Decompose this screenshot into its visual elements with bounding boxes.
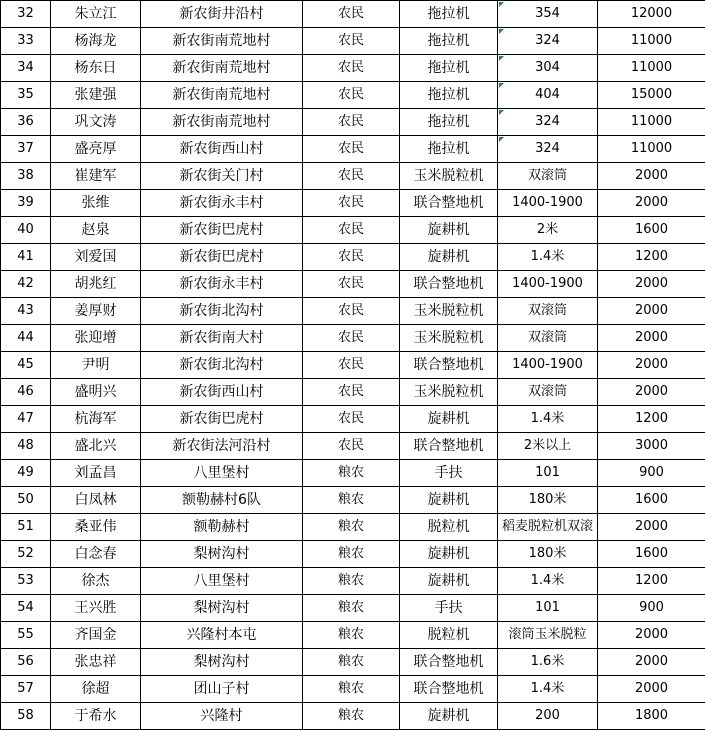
- table-row: [1, 55, 705, 82]
- cell-occupation: 农民: [303, 28, 400, 55]
- cell-number: 38: [1, 163, 51, 190]
- cell-name: 桑亚伟: [51, 514, 141, 541]
- cell-village: 新农街南大村: [141, 325, 303, 352]
- cell-amount: 1200: [598, 244, 705, 271]
- cell-amount: 2000: [598, 514, 705, 541]
- cell-number: 52: [1, 541, 51, 568]
- cell-amount: 1600: [598, 217, 705, 244]
- cell-machine: 玉米脱粒机: [400, 298, 498, 325]
- cell-amount: 1600: [598, 487, 705, 514]
- cell-number: 51: [1, 514, 51, 541]
- cell-name: 张建强: [51, 82, 141, 109]
- cell-village: 梨树沟村: [141, 595, 303, 622]
- cell-number: 56: [1, 649, 51, 676]
- cell-machine: 拖拉机: [400, 1, 498, 28]
- cell-occupation: 粮农: [303, 703, 400, 730]
- cell-amount: 2000: [598, 649, 705, 676]
- table-row: [1, 82, 705, 109]
- cell-name: 于希水: [51, 703, 141, 730]
- cell-village: 新农街西山村: [141, 136, 303, 163]
- cell-model: 180米: [498, 487, 598, 514]
- table-row: [1, 190, 705, 217]
- cell-village: 新农街南荒地村: [141, 55, 303, 82]
- table-row: [1, 649, 705, 676]
- table-row: [1, 352, 705, 379]
- table-row: [1, 406, 705, 433]
- cell-machine: 联合整地机: [400, 649, 498, 676]
- table-row: [1, 325, 705, 352]
- cell-occupation: 粮农: [303, 676, 400, 703]
- cell-machine: 手扶: [400, 460, 498, 487]
- cell-village: 新农街南荒地村: [141, 82, 303, 109]
- cell-amount: 11000: [598, 136, 705, 163]
- cell-model: 稻麦脱粒机双滚: [498, 514, 598, 541]
- cell-amount: 11000: [598, 28, 705, 55]
- cell-number: 42: [1, 271, 51, 298]
- cell-machine: 拖拉机: [400, 82, 498, 109]
- cell-model: 2米以上: [498, 433, 598, 460]
- cell-model: 304: [498, 55, 598, 82]
- cell-amount: 2000: [598, 325, 705, 352]
- cell-machine: 拖拉机: [400, 28, 498, 55]
- cell-amount: 900: [598, 460, 705, 487]
- cell-machine: 联合整地机: [400, 271, 498, 298]
- cell-number: 36: [1, 109, 51, 136]
- cell-amount: 1200: [598, 406, 705, 433]
- cell-amount: 2000: [598, 190, 705, 217]
- cell-model: 324: [498, 109, 598, 136]
- cell-village: 额勒赫村: [141, 514, 303, 541]
- cell-amount: 11000: [598, 55, 705, 82]
- cell-occupation: 粮农: [303, 541, 400, 568]
- cell-name: 白念春: [51, 541, 141, 568]
- cell-model: 200: [498, 703, 598, 730]
- cell-model: 324: [498, 28, 598, 55]
- cell-name: 徐超: [51, 676, 141, 703]
- cell-name: 王兴胜: [51, 595, 141, 622]
- cell-name: 白凤林: [51, 487, 141, 514]
- table-row: [1, 28, 705, 55]
- table-row: [1, 622, 705, 649]
- cell-machine: 联合整地机: [400, 190, 498, 217]
- cell-model: 1.4米: [498, 676, 598, 703]
- cell-model: 1.6米: [498, 649, 598, 676]
- cell-machine: 旋耕机: [400, 244, 498, 271]
- cell-village: 新农街北沟村: [141, 298, 303, 325]
- cell-occupation: 农民: [303, 190, 400, 217]
- cell-village: 兴隆村本屯: [141, 622, 303, 649]
- table-row: [1, 271, 705, 298]
- table-row: [1, 676, 705, 703]
- table-row: [1, 433, 705, 460]
- cell-number: 49: [1, 460, 51, 487]
- cell-name: 姜厚财: [51, 298, 141, 325]
- cell-name: 张维: [51, 190, 141, 217]
- cell-number: 55: [1, 622, 51, 649]
- table-row: [1, 460, 705, 487]
- cell-amount: 2000: [598, 163, 705, 190]
- cell-model: 1400-1900: [498, 190, 598, 217]
- cell-model: 2米: [498, 217, 598, 244]
- cell-occupation: 农民: [303, 244, 400, 271]
- cell-machine: 玉米脱粒机: [400, 325, 498, 352]
- cell-machine: 拖拉机: [400, 55, 498, 82]
- cell-number: 35: [1, 82, 51, 109]
- cell-machine: 玉米脱粒机: [400, 379, 498, 406]
- cell-machine: 联合整地机: [400, 433, 498, 460]
- cell-model: 404: [498, 82, 598, 109]
- cell-amount: 2000: [598, 622, 705, 649]
- cell-model: 101: [498, 460, 598, 487]
- cell-name: 张忠祥: [51, 649, 141, 676]
- cell-amount: 12000: [598, 1, 705, 28]
- table-row: [1, 568, 705, 595]
- cell-model: 101: [498, 595, 598, 622]
- cell-number: 43: [1, 298, 51, 325]
- cell-amount: 11000: [598, 109, 705, 136]
- cell-amount: 2000: [598, 352, 705, 379]
- table-row: [1, 217, 705, 244]
- table-row: [1, 703, 705, 730]
- cell-model: 1.4米: [498, 406, 598, 433]
- cell-village: 新农街巴虎村: [141, 406, 303, 433]
- cell-machine: 拖拉机: [400, 109, 498, 136]
- cell-occupation: 农民: [303, 433, 400, 460]
- table-row: [1, 379, 705, 406]
- cell-name: 盛亮厚: [51, 136, 141, 163]
- cell-number: 33: [1, 28, 51, 55]
- cell-village: 八里堡村: [141, 460, 303, 487]
- cell-number: 32: [1, 1, 51, 28]
- cell-village: 新农街巴虎村: [141, 217, 303, 244]
- cell-machine: 玉米脱粒机: [400, 163, 498, 190]
- cell-model: 1400-1900: [498, 352, 598, 379]
- cell-village: 新农街永丰村: [141, 190, 303, 217]
- table-row: [1, 1, 705, 28]
- cell-village: 新农街巴虎村: [141, 244, 303, 271]
- cell-occupation: 农民: [303, 217, 400, 244]
- cell-model: 滚筒玉米脱粒: [498, 622, 598, 649]
- cell-name: 赵泉: [51, 217, 141, 244]
- table-row: [1, 136, 705, 163]
- cell-occupation: 农民: [303, 82, 400, 109]
- cell-machine: 拖拉机: [400, 136, 498, 163]
- table-body: [1, 1, 705, 730]
- cell-village: 兴隆村: [141, 703, 303, 730]
- cell-model: 双滚筒: [498, 325, 598, 352]
- cell-machine: 旋耕机: [400, 406, 498, 433]
- cell-model: 双滚筒: [498, 298, 598, 325]
- cell-village: 新农街关门村: [141, 163, 303, 190]
- table-row: [1, 595, 705, 622]
- cell-amount: 2000: [598, 298, 705, 325]
- cell-number: 50: [1, 487, 51, 514]
- cell-occupation: 农民: [303, 325, 400, 352]
- table-row: [1, 163, 705, 190]
- cell-model: 1.4米: [498, 244, 598, 271]
- cell-machine: 旋耕机: [400, 568, 498, 595]
- cell-village: 新农街井沿村: [141, 1, 303, 28]
- cell-number: 45: [1, 352, 51, 379]
- cell-amount: 1800: [598, 703, 705, 730]
- cell-name: 徐杰: [51, 568, 141, 595]
- cell-model: 324: [498, 136, 598, 163]
- cell-name: 杭海军: [51, 406, 141, 433]
- cell-model: 354: [498, 1, 598, 28]
- cell-occupation: 粮农: [303, 568, 400, 595]
- cell-amount: 2000: [598, 379, 705, 406]
- cell-village: 新农街南荒地村: [141, 28, 303, 55]
- cell-name: 张迎增: [51, 325, 141, 352]
- cell-amount: 2000: [598, 271, 705, 298]
- cell-occupation: 粮农: [303, 460, 400, 487]
- cell-machine: 旋耕机: [400, 541, 498, 568]
- table-row: [1, 487, 705, 514]
- table-row: [1, 541, 705, 568]
- cell-machine: 脱粒机: [400, 514, 498, 541]
- cell-amount: 900: [598, 595, 705, 622]
- cell-machine: 旋耕机: [400, 703, 498, 730]
- cell-amount: 2000: [598, 676, 705, 703]
- cell-occupation: 粮农: [303, 622, 400, 649]
- cell-number: 40: [1, 217, 51, 244]
- cell-name: 杨东日: [51, 55, 141, 82]
- cell-village: 新农街南荒地村: [141, 109, 303, 136]
- cell-occupation: 农民: [303, 352, 400, 379]
- table-row: [1, 514, 705, 541]
- cell-village: 额勒赫村6队: [141, 487, 303, 514]
- cell-number: 48: [1, 433, 51, 460]
- cell-village: 新农街北沟村: [141, 352, 303, 379]
- cell-occupation: 农民: [303, 271, 400, 298]
- cell-village: 新农街法河沿村: [141, 433, 303, 460]
- cell-name: 刘孟昌: [51, 460, 141, 487]
- table-row: [1, 298, 705, 325]
- cell-occupation: 农民: [303, 55, 400, 82]
- cell-name: 崔建军: [51, 163, 141, 190]
- cell-occupation: 农民: [303, 1, 400, 28]
- cell-occupation: 农民: [303, 109, 400, 136]
- cell-occupation: 粮农: [303, 595, 400, 622]
- cell-number: 34: [1, 55, 51, 82]
- cell-amount: 3000: [598, 433, 705, 460]
- cell-village: 梨树沟村: [141, 649, 303, 676]
- cell-amount: 15000: [598, 82, 705, 109]
- cell-number: 53: [1, 568, 51, 595]
- cell-machine: 联合整地机: [400, 676, 498, 703]
- cell-model: 双滚筒: [498, 163, 598, 190]
- cell-amount: 1200: [598, 568, 705, 595]
- cell-occupation: 农民: [303, 136, 400, 163]
- cell-name: 盛北兴: [51, 433, 141, 460]
- cell-occupation: 农民: [303, 298, 400, 325]
- cell-number: 39: [1, 190, 51, 217]
- table-row: [1, 109, 705, 136]
- cell-occupation: 农民: [303, 163, 400, 190]
- cell-village: 团山子村: [141, 676, 303, 703]
- table-row: [1, 244, 705, 271]
- cell-number: 46: [1, 379, 51, 406]
- cell-number: 54: [1, 595, 51, 622]
- cell-number: 41: [1, 244, 51, 271]
- cell-occupation: 粮农: [303, 487, 400, 514]
- cell-machine: 旋耕机: [400, 217, 498, 244]
- cell-name: 杨海龙: [51, 28, 141, 55]
- cell-village: 新农街永丰村: [141, 271, 303, 298]
- cell-occupation: 农民: [303, 406, 400, 433]
- cell-village: 新农街西山村: [141, 379, 303, 406]
- cell-machine: 手扶: [400, 595, 498, 622]
- cell-amount: 1600: [598, 541, 705, 568]
- cell-name: 巩文涛: [51, 109, 141, 136]
- cell-number: 47: [1, 406, 51, 433]
- cell-model: 双滚筒: [498, 379, 598, 406]
- cell-machine: 联合整地机: [400, 352, 498, 379]
- cell-model: 180米: [498, 541, 598, 568]
- cell-model: 1400-1900: [498, 271, 598, 298]
- cell-number: 58: [1, 703, 51, 730]
- cell-name: 刘爱国: [51, 244, 141, 271]
- cell-occupation: 粮农: [303, 649, 400, 676]
- cell-name: 齐国金: [51, 622, 141, 649]
- cell-number: 37: [1, 136, 51, 163]
- cell-number: 57: [1, 676, 51, 703]
- cell-village: 八里堡村: [141, 568, 303, 595]
- cell-occupation: 农民: [303, 379, 400, 406]
- cell-model: 1.4米: [498, 568, 598, 595]
- cell-name: 胡兆红: [51, 271, 141, 298]
- cell-machine: 脱粒机: [400, 622, 498, 649]
- cell-occupation: 粮农: [303, 514, 400, 541]
- cell-number: 44: [1, 325, 51, 352]
- cell-machine: 旋耕机: [400, 487, 498, 514]
- cell-name: 盛明兴: [51, 379, 141, 406]
- cell-name: 朱立江: [51, 1, 141, 28]
- cell-village: 梨树沟村: [141, 541, 303, 568]
- cell-name: 尹明: [51, 352, 141, 379]
